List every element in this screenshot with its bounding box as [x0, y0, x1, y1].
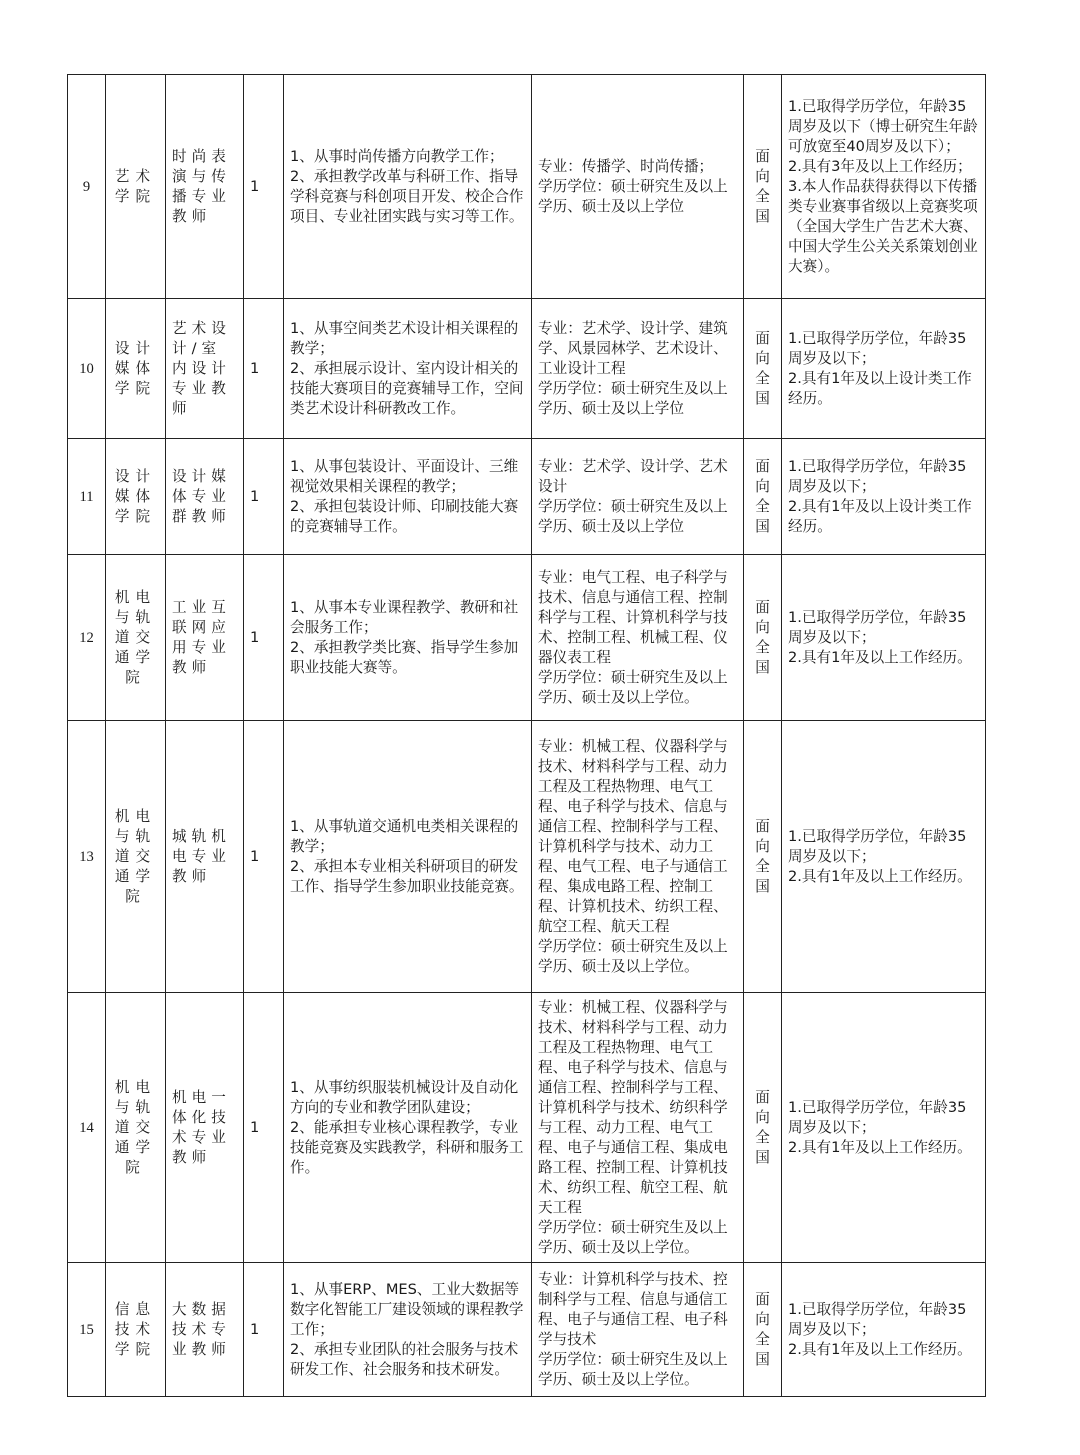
recruit-scope-cell — [744, 721, 782, 993]
row-number: 10 — [68, 299, 106, 439]
headcount: 1 — [244, 1263, 284, 1397]
other-conditions — [782, 439, 986, 555]
row-number: 11 — [68, 439, 106, 555]
other-conditions-line: 3.本人作品获得获得以下传播类专业赛事省级以上竞赛奖项（全国大学生广告艺术大赛、中国大学生公关关系策划创业大赛）。 — [788, 177, 978, 275]
job-duties — [284, 299, 532, 439]
job-duties-line: 1、从事轨道交通机电类相关课程的教学； — [290, 817, 519, 855]
job-duties-line: 2、承担教学改革与科研工作、指导学科竞赛与科创项目开发、校企合作项目、专业社团实践与实习等工作。 — [290, 167, 524, 225]
post-name: 工业互联网应用专业教师 — [166, 555, 244, 721]
job-duties — [284, 555, 532, 721]
headcount: 1 — [244, 993, 284, 1263]
job-duties-line: 2、承担本专业相关科研项目的研发工作、指导学生参加职业技能竞赛。 — [290, 857, 524, 895]
major-requirement — [532, 721, 744, 993]
job-duties — [284, 993, 532, 1263]
major-requirement-line: 学历学位：硕士研究生及以上学历、硕士及以上学位 — [538, 177, 728, 215]
job-duties — [284, 721, 532, 993]
major-requirement-line: 专业：电气工程、电子科学与技术、信息与通信工程、控制科学与工程、计算机科学与技术、控制工程、机械工程、仪器仪表工程 — [538, 568, 728, 666]
recruit-scope-cell — [744, 555, 782, 721]
major-requirement-line: 专业：艺术学、设计学、建筑学、风景园林学、艺术设计、工业设计工程 — [538, 319, 728, 377]
major-requirement-line: 专业：传播学、时尚传播； — [538, 157, 714, 175]
job-duties — [284, 75, 532, 299]
recruit-scope: 面向全国 — [755, 598, 770, 676]
other-conditions-line: 2.具有3年及以上工作经历； — [788, 157, 972, 175]
major-requirement-line: 学历学位：硕士研究生及以上学历、硕士及以上学位。 — [538, 1350, 728, 1388]
recruit-scope: 面向全国 — [755, 817, 770, 895]
recruit-scope: 面向全国 — [755, 1088, 770, 1166]
headcount: 1 — [244, 439, 284, 555]
other-conditions — [782, 721, 986, 993]
major-requirement-line: 学历学位：硕士研究生及以上学历、硕士及以上学位 — [538, 497, 728, 535]
row-number: 15 — [68, 1263, 106, 1397]
other-conditions-line: 1.已取得学历学位，年龄35周岁及以下； — [788, 329, 967, 367]
job-duties — [284, 1263, 532, 1397]
other-conditions-line: 2.具有1年及以上工作经历。 — [788, 1340, 972, 1358]
major-requirement — [532, 993, 744, 1263]
major-requirement-line: 学历学位：硕士研究生及以上学历、硕士及以上学位。 — [538, 668, 728, 706]
college-name: 机电与轨道交通学院 — [106, 993, 166, 1263]
other-conditions — [782, 993, 986, 1263]
recruit-scope-cell — [744, 299, 782, 439]
other-conditions-line: 2.具有1年及以上工作经历。 — [788, 648, 972, 666]
other-conditions — [782, 555, 986, 721]
major-requirement-line: 专业：艺术学、设计学、艺术设计 — [538, 457, 728, 495]
major-requirement-line: 专业：计算机科学与技术、控制科学与工程、信息与通信工程、电子与通信工程、电子科学与技术 — [538, 1270, 728, 1348]
headcount: 1 — [244, 299, 284, 439]
other-conditions-line: 1.已取得学历学位，年龄35周岁及以下； — [788, 1098, 967, 1136]
major-requirement-line: 专业：机械工程、仪器科学与技术、材料科学与工程、动力工程及工程热物理、电气工程、电子科学与技术、信息与通信工程、控制科学与工程、计算机科学与技术、动力工程、电气工程、电子与通信工程、集成电路工程、控制工程、计算机技术、纺织工程、航空工程、航天工程 — [538, 737, 728, 935]
other-conditions-line: 1.已取得学历学位，年龄35周岁及以下； — [788, 827, 967, 865]
job-duties-line: 1、从事ERP、MES、工业大数据等数字化智能工厂建设领域的课程教学工作； — [290, 1280, 524, 1338]
college-name: 机电与轨道交通学院 — [106, 721, 166, 993]
major-requirement — [532, 299, 744, 439]
other-conditions-line: 1.已取得学历学位，年龄35周岁及以下（博士研究生年龄可放宽至40周岁及以下）； — [788, 97, 978, 155]
table-row — [68, 1263, 986, 1397]
recruit-scope: 面向全国 — [755, 1290, 770, 1368]
other-conditions-line: 1.已取得学历学位，年龄35周岁及以下； — [788, 457, 967, 495]
recruit-scope: 面向全国 — [755, 147, 770, 225]
table-row — [68, 721, 986, 993]
row-number: 12 — [68, 555, 106, 721]
job-duties-line: 2、承担包装设计师、印刷技能大赛的竞赛辅导工作。 — [290, 497, 519, 535]
major-requirement-line: 学历学位：硕士研究生及以上学历、硕士及以上学位。 — [538, 1218, 728, 1256]
row-number: 13 — [68, 721, 106, 993]
table-row — [68, 993, 986, 1263]
other-conditions — [782, 299, 986, 439]
row-number: 14 — [68, 993, 106, 1263]
other-conditions-line: 1.已取得学历学位，年龄35周岁及以下； — [788, 608, 967, 646]
post-name: 艺术设计/室内设计专业教师 — [166, 299, 244, 439]
table-row — [68, 439, 986, 555]
college-name: 机电与轨道交通学院 — [106, 555, 166, 721]
headcount: 1 — [244, 75, 284, 299]
post-name: 机电一体化技术专业教师 — [166, 993, 244, 1263]
recruit-scope-cell — [744, 993, 782, 1263]
other-conditions-line: 1.已取得学历学位，年龄35周岁及以下； — [788, 1300, 967, 1338]
major-requirement-line: 专业：机械工程、仪器科学与技术、材料科学与工程、动力工程及工程热物理、电气工程、电子科学与技术、信息与通信工程、控制科学与工程、计算机科学与技术、纺织科学与工程、动力工程、电气工程、电子与通信工程、集成电路工程、控制工程、计算机技术、纺织工程、航空工程、航天工程 — [538, 998, 728, 1216]
major-requirement-line: 学历学位：硕士研究生及以上学历、硕士及以上学位。 — [538, 937, 728, 975]
recruit-scope: 面向全国 — [755, 329, 770, 407]
major-requirement — [532, 1263, 744, 1397]
other-conditions-line: 2.具有1年及以上设计类工作经历。 — [788, 497, 972, 535]
other-conditions — [782, 1263, 986, 1397]
post-name: 设计媒体专业群教师 — [166, 439, 244, 555]
other-conditions-line: 2.具有1年及以上设计类工作经历。 — [788, 369, 972, 407]
recruit-scope-cell — [744, 1263, 782, 1397]
college-name: 设计媒体学院 — [106, 439, 166, 555]
college-name: 信息技术学院 — [106, 1263, 166, 1397]
major-requirement-line: 学历学位：硕士研究生及以上学历、硕士及以上学位 — [538, 379, 728, 417]
headcount: 1 — [244, 721, 284, 993]
job-duties-line: 1、从事本专业课程教学、教研和社会服务工作； — [290, 598, 519, 636]
post-name: 时尚表演与传播专业教师 — [166, 75, 244, 299]
major-requirement — [532, 75, 744, 299]
job-duties-line: 2、能承担专业核心课程教学，专业技能竞赛及实践教学，科研和服务工作。 — [290, 1118, 524, 1176]
job-duties-line: 1、从事时尚传播方向教学工作； — [290, 147, 504, 165]
college-name: 设计媒体学院 — [106, 299, 166, 439]
major-requirement — [532, 439, 744, 555]
other-conditions-line: 2.具有1年及以上工作经历。 — [788, 1138, 972, 1156]
job-duties-line: 1、从事包装设计、平面设计、三维视觉效果相关课程的教学； — [290, 457, 519, 495]
other-conditions — [782, 75, 986, 299]
table-row — [68, 555, 986, 721]
table-row — [68, 75, 986, 299]
job-duties — [284, 439, 532, 555]
other-conditions-line: 2.具有1年及以上工作经历。 — [788, 867, 972, 885]
recruit-scope: 面向全国 — [755, 457, 770, 535]
headcount: 1 — [244, 555, 284, 721]
major-requirement — [532, 555, 744, 721]
job-duties-line: 2、承担展示设计、室内设计相关的技能大赛项目的竞赛辅导工作，空间类艺术设计科研教改工作。 — [290, 359, 524, 417]
row-number: 9 — [68, 75, 106, 299]
job-duties-line: 1、从事纺织服装机械设计及自动化方向的专业和教学团队建设； — [290, 1078, 519, 1116]
job-duties-line: 1、从事空间类艺术设计相关课程的教学； — [290, 319, 519, 357]
recruit-scope-cell — [744, 439, 782, 555]
job-duties-line: 2、承担教学类比赛、指导学生参加职业技能大赛等。 — [290, 638, 519, 676]
recruitment-table — [67, 74, 986, 1397]
post-name: 城轨机电专业教师 — [166, 721, 244, 993]
recruit-scope-cell — [744, 75, 782, 299]
table-row — [68, 299, 986, 439]
table-body — [68, 75, 986, 1397]
post-name: 大数据技术专业教师 — [166, 1263, 244, 1397]
college-name: 艺术学院 — [106, 75, 166, 299]
job-duties-line: 2、承担专业团队的社会服务与技术研发工作、社会服务和技术研发。 — [290, 1340, 519, 1378]
